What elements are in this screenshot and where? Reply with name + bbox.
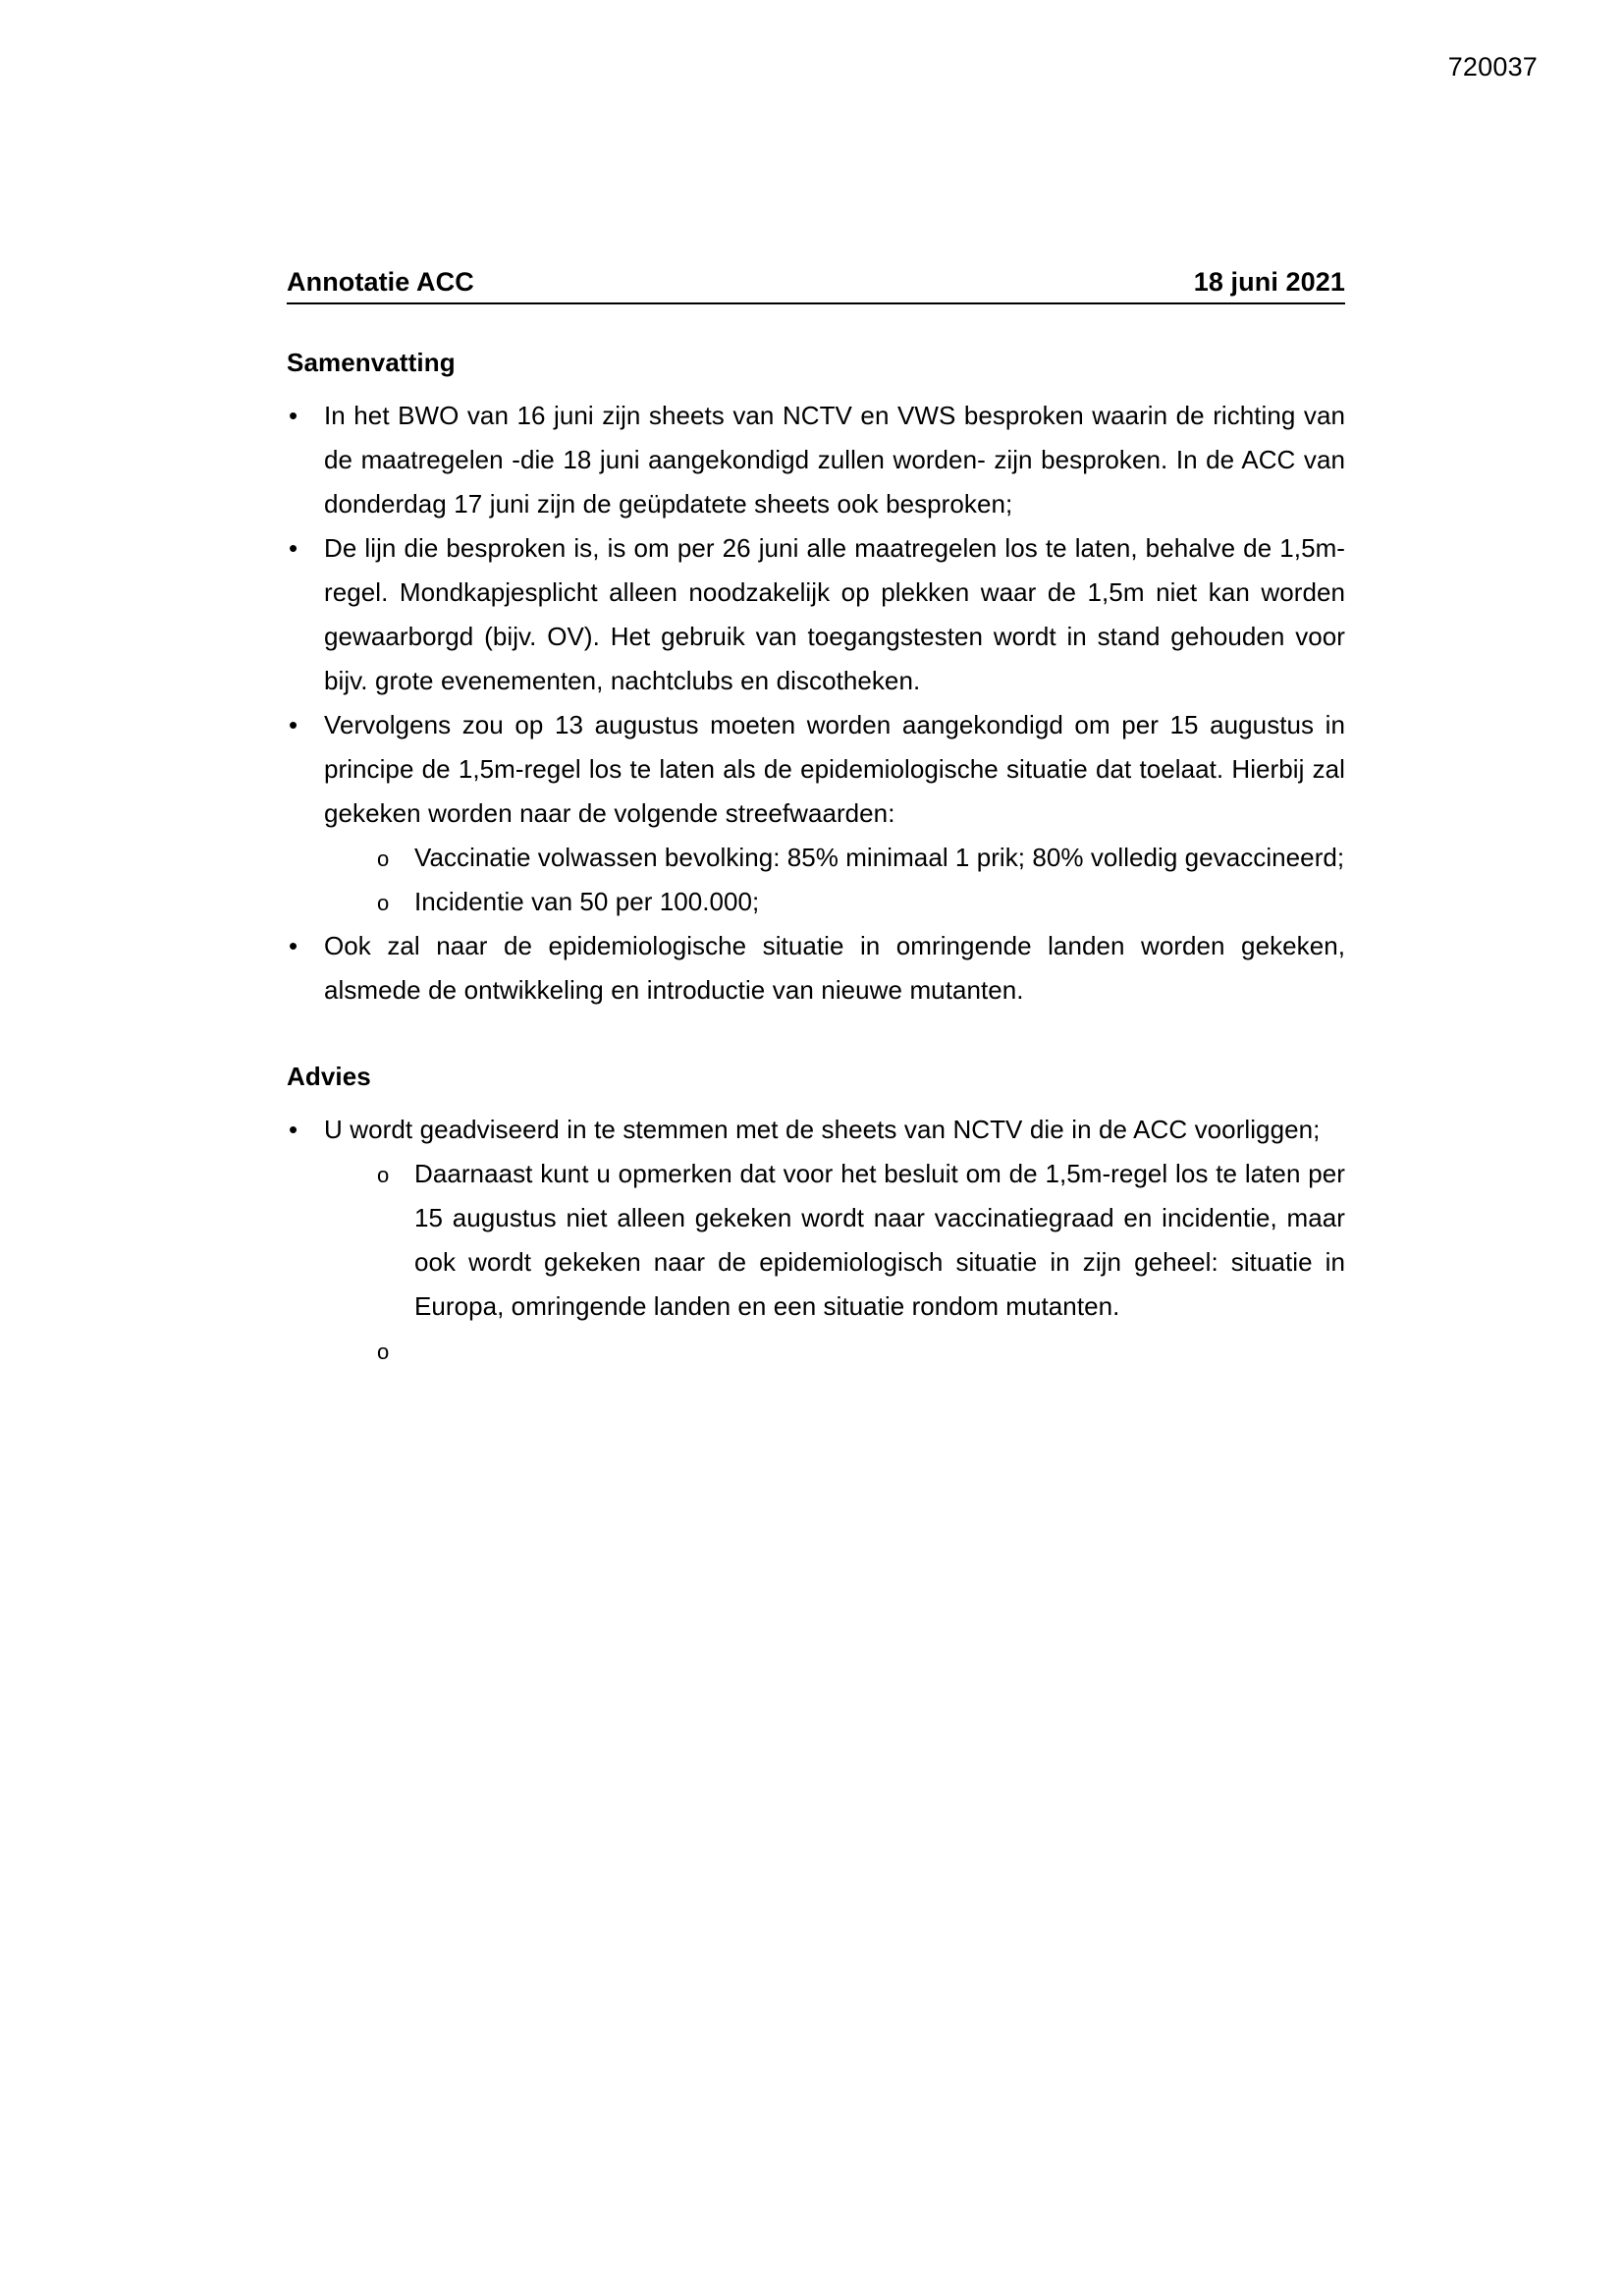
list-item-text: Ook zal naar de epidemiologische situatie in omringende landen worden gekeken, alsmede de ontwikkeling en introductie van nieuwe mutanten. — [324, 931, 1345, 1005]
sub-list-item — [377, 880, 1345, 924]
list-item-text: U wordt geadviseerd in te stemmen met de sheets van NCTV die in de ACC voorliggen; — [324, 1115, 1321, 1144]
list-item-text: In het BWO van 16 juni zijn sheets van NCTV en VWS besproken waarin de richting van de maatregelen -die 18 juni aangekondigd zullen worden- zijn besproken. In de ACC van donderdag 17 juni zijn de geüpdatete sheets ook besproken; — [324, 401, 1345, 519]
list-item — [287, 1108, 1345, 1152]
list-item — [287, 924, 1345, 1012]
bullet-list — [287, 394, 1345, 1012]
sub-list-item — [377, 1329, 1345, 1373]
sub-list-item — [377, 1152, 1345, 1329]
sub-list-item-text: Daarnaast kunt u opmerken dat voor het besluit om de 1,5m-regel los te laten per 15 augustus niet alleen gekeken wordt naar vaccinatiegraad en incidentie, maar ook wordt gekeken naar de epidemiologisch situatie in zijn geheel: situatie in Europa, omringende landen en een situatie rondom mutanten. — [414, 1159, 1345, 1321]
sub-list-item — [377, 836, 1345, 880]
document-number: 720037 — [1447, 52, 1538, 82]
section-samenvatting — [287, 348, 1345, 1012]
bullet-marker: • — [289, 931, 298, 960]
sub-bullet-marker: o — [377, 1163, 390, 1187]
section-spacer — [287, 1012, 1345, 1062]
list-item — [287, 526, 1345, 703]
sub-bullet-marker: o — [377, 847, 390, 871]
document-date: 18 juni 2021 — [1193, 267, 1345, 297]
bullet-list — [287, 1108, 1345, 1373]
section-advies — [287, 1062, 1345, 1373]
sub-bullet-marker: o — [377, 1339, 390, 1364]
sub-list-item-text: Vaccinatie volwassen bevolking: 85% minimaal 1 prik; 80% volledig gevaccineerd; — [414, 843, 1345, 872]
list-item-text: Vervolgens zou op 13 augustus moeten worden aangekondigd om per 15 augustus in principe de 1,5m-regel los te laten als de epidemiologische situatie dat toelaat. Hierbij zal gekeken worden naar de volgende streefwaarden: — [324, 710, 1345, 828]
sub-bullet-list — [287, 1152, 1345, 1373]
section-heading: Advies — [287, 1062, 371, 1091]
bullet-marker: • — [289, 710, 298, 739]
document-title: Annotatie ACC — [287, 267, 474, 297]
document-title-row — [287, 267, 1345, 304]
document-body — [287, 267, 1345, 1373]
bullet-marker: • — [289, 533, 298, 563]
sub-bullet-list — [287, 836, 1345, 924]
sub-bullet-marker: o — [377, 891, 390, 915]
bullet-marker: • — [289, 401, 298, 430]
sub-list-item-text: Incidentie van 50 per 100.000; — [414, 887, 760, 916]
list-item — [287, 394, 1345, 526]
list-item — [287, 703, 1345, 836]
list-item-text: De lijn die besproken is, is om per 26 juni alle maatregelen los te laten, behalve de 1,5m-regel. Mondkapjesplicht alleen noodzakelijk op plekken waar de 1,5m niet kan worden gewaarborgd (bijv. OV). Het gebruik van toegangstesten wordt in stand gehouden voor bijv. grote evenementen, nachtclubs en discotheken. — [324, 533, 1345, 695]
section-heading: Samenvatting — [287, 348, 456, 377]
bullet-marker: • — [289, 1115, 298, 1144]
